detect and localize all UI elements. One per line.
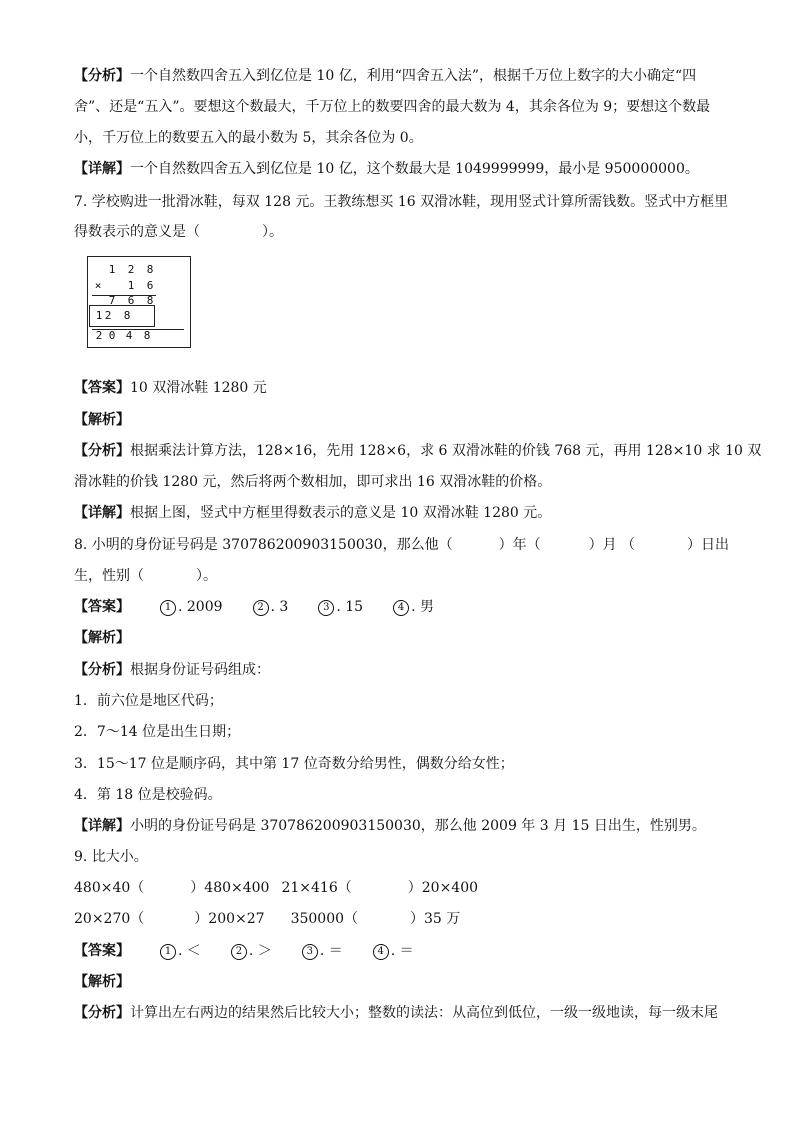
detail-paragraph <box>74 159 734 179</box>
answer-tag: 【答案】 <box>74 380 130 396</box>
question-9-title: 9. 比大小。 <box>74 849 148 865</box>
calc-row-product <box>88 329 190 343</box>
analysis-text: 根据身份证号码组成： <box>130 662 270 678</box>
compare-expression: 20×270（ <box>74 911 145 927</box>
analysis-paragraph <box>74 66 734 86</box>
calc-digit: 6 <box>127 294 135 307</box>
analysis-text-line: 滑冰鞋的价钱 1280 元，然后将两个数相加，即可求出 16 双滑冰鞋的价格。 <box>74 474 552 490</box>
question-text: ）。 <box>262 224 283 240</box>
answer-tag: 【答案】 <box>74 599 130 615</box>
analysis-tag: 【分析】 <box>74 662 130 678</box>
vertical-multiplication-figure <box>87 256 191 348</box>
circled-number: 2 <box>253 600 269 616</box>
list-item: 2．7～14 位是出生日期； <box>74 724 241 740</box>
compare-row-2 <box>74 909 734 929</box>
answer-item <box>318 597 363 617</box>
compare-expression: ）35 万 <box>410 911 461 927</box>
answer-text: 10 双滑冰鞋 1280 元 <box>130 380 267 396</box>
answer-value: . 3 <box>270 599 289 615</box>
answer-tag: 【答案】 <box>74 943 130 959</box>
answer-value: . ＜ <box>178 943 201 959</box>
calc-digit: 1 <box>108 263 116 276</box>
calc-digit: 8 <box>146 263 154 276</box>
list-item: 3．15～17 位是顺序码，其中第 17 位奇数分给男性，偶数分给女性； <box>74 756 514 772</box>
detail-text: 小明的身份证号码是 370786200903150030，那么他 2009 年 3 月 15 日出生，性别男。 <box>130 818 706 834</box>
explanation-heading <box>74 410 734 430</box>
list-item: 1．前六位是地区代码； <box>74 693 223 709</box>
question-text: ）月 （ <box>588 537 636 553</box>
answer-line <box>74 597 734 617</box>
question-8-line-1 <box>74 535 734 555</box>
question-7-line-1: 7. 学校购进一批滑冰鞋，每双 128 元。王教练想买 16 双滑冰鞋，现用竖式计算所需钱数。竖式中方框里 <box>74 194 729 210</box>
explanation-heading <box>74 972 734 992</box>
analysis-paragraph <box>74 441 762 461</box>
explanation-heading <box>74 628 734 648</box>
detail-tag: 【详解】 <box>74 818 130 834</box>
answer-value: . ＝ <box>390 943 414 959</box>
calc-digit: 8 <box>123 309 131 322</box>
circled-number: 3 <box>302 944 318 960</box>
detail-paragraph <box>74 503 734 523</box>
question-text: 得数表示的意义是（ <box>74 224 200 240</box>
circled-number: 1 <box>160 944 176 960</box>
answer-value: . ＞ <box>248 943 272 959</box>
answer-line <box>74 378 734 398</box>
circled-number: 3 <box>318 600 334 616</box>
answer-item <box>253 597 289 617</box>
question-8-line-2 <box>74 566 734 586</box>
multiply-sign: × <box>94 279 102 292</box>
detail-paragraph <box>74 816 734 836</box>
answer-item <box>160 941 201 961</box>
analysis-text-line: 小，千万位上的数要五入的最小数为 5，其余各位为 0。 <box>74 130 423 146</box>
question-text: ）日出 <box>687 537 730 553</box>
calc-row-multiplicand <box>88 263 190 277</box>
explanation-tag: 【解析】 <box>74 412 130 428</box>
calc-digit: 0 <box>108 329 116 342</box>
analysis-paragraph <box>74 660 734 680</box>
question-text: ）年（ <box>498 537 541 553</box>
question-text: ）。 <box>196 568 217 584</box>
question-7-line-2 <box>74 222 734 242</box>
analysis-text: 计算出左右两边的结果然后比较大小；整数的读法：从高位到低位，一级一级地读，每一级末尾 <box>130 1005 718 1021</box>
calc-digit: 1 <box>127 279 135 292</box>
calc-digit: 6 <box>146 279 154 292</box>
detail-text: 一个自然数四舍五入到亿位是 10 亿，这个数最大是 1049999999，最小是 950000000。 <box>130 161 699 177</box>
answer-value: . ＝ <box>319 943 343 959</box>
circled-number: 4 <box>373 944 389 960</box>
calc-digit: 8 <box>146 294 154 307</box>
calc-digit: 7 <box>108 294 116 307</box>
answer-item <box>393 597 434 617</box>
circled-number: 4 <box>393 600 409 616</box>
answer-item <box>373 941 414 961</box>
compare-expression: 350000（ <box>290 911 359 927</box>
analysis-text: 一个自然数四舍五入到亿位是 10 亿，利用“四舍五入法”，根据千万位上数字的大小确定“四 <box>130 68 697 84</box>
analysis-tag: 【分析】 <box>74 1005 130 1021</box>
analysis-text: 根据乘法计算方法，128×16，先用 128×6，求 6 双滑冰鞋的价钱 768 元，再用 128×10 求 10 双 <box>130 443 762 459</box>
analysis-paragraph <box>74 1003 734 1023</box>
circled-number: 1 <box>160 600 176 616</box>
answer-item <box>231 941 272 961</box>
calc-row-partial-2 <box>88 309 190 323</box>
answer-value: . 2009 <box>178 599 223 615</box>
answer-item <box>302 941 343 961</box>
question-text: 生，性别（ <box>74 568 144 584</box>
calc-digit: 2 <box>127 263 135 276</box>
list-item: 4．第 18 位是校验码。 <box>74 787 222 803</box>
calc-digit: 2 <box>95 329 103 342</box>
detail-tag: 【详解】 <box>74 505 130 521</box>
calc-digit: 8 <box>143 329 151 342</box>
answer-item <box>160 597 223 617</box>
answer-line <box>74 941 734 961</box>
compare-row-1 <box>74 878 734 898</box>
compare-expression: 480×40（ <box>74 880 145 896</box>
compare-expression: ）200×27 <box>194 911 265 927</box>
compare-expression: ）20×400 <box>407 880 479 896</box>
detail-tag: 【详解】 <box>74 161 130 177</box>
calc-digit: 1 <box>95 309 103 322</box>
answer-value: . 15 <box>336 599 364 615</box>
analysis-tag: 【分析】 <box>74 443 130 459</box>
circled-number: 2 <box>231 944 247 960</box>
calc-digit: 4 <box>125 329 133 342</box>
calc-digit: 2 <box>104 309 112 322</box>
detail-text: 根据上图，竖式中方框里得数表示的意义是 10 双滑冰鞋 1280 元。 <box>130 505 552 521</box>
analysis-tag: 【分析】 <box>74 68 130 84</box>
answer-value: . 男 <box>411 599 434 615</box>
analysis-text-line: 舍”、还是“五入”。要想这个数最大，千万位上的数要四舍的最大数为 4，其余各位为 9；要想这个数最 <box>74 99 711 115</box>
explanation-tag: 【解析】 <box>74 974 130 990</box>
calc-row-multiplier <box>88 279 190 293</box>
explanation-tag: 【解析】 <box>74 630 130 646</box>
compare-expression: 21×416（ <box>281 880 352 896</box>
compare-expression: ）480×400 <box>190 880 270 896</box>
question-text: 8. 小明的身份证号码是 370786200903150030，那么他（ <box>74 537 453 553</box>
